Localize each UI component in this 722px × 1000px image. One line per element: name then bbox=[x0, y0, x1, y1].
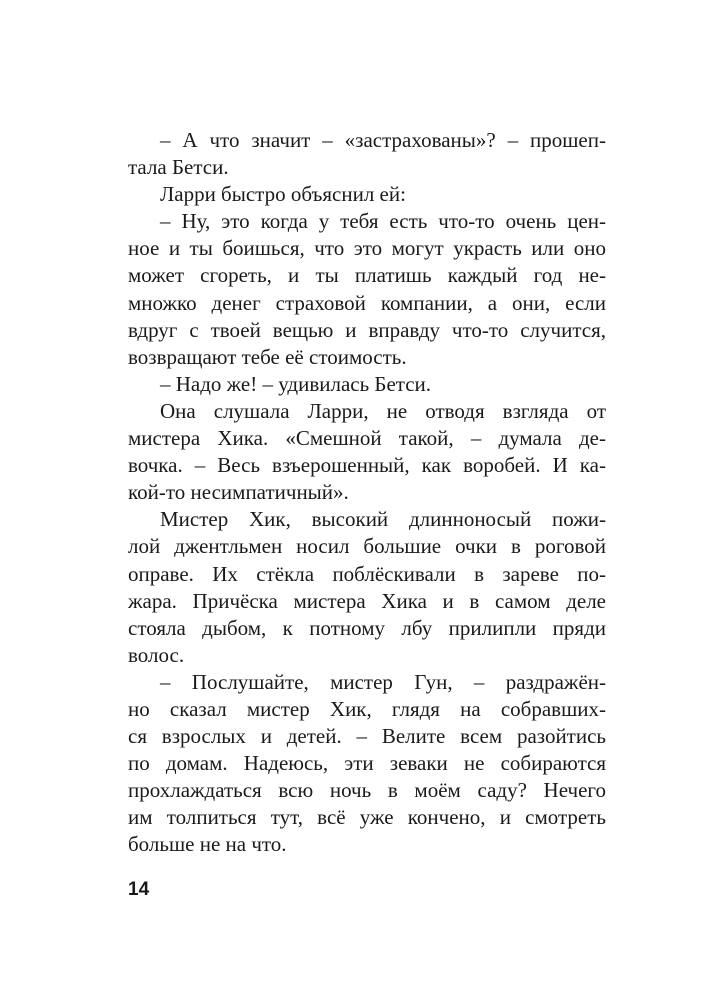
page-body-text bbox=[128, 127, 606, 859]
text-line: им толпиться тут, всё уже кончено, и смотреть bbox=[128, 805, 606, 830]
text-line: возвращают тебе её стоимость. bbox=[128, 344, 407, 369]
text-line: но сказал мистер Хик, глядя на собравших- bbox=[128, 696, 606, 721]
text-line: вдруг с твоей вещью и вправду что-то случится, bbox=[128, 317, 606, 342]
text-line: ное и ты боишься, что это могут украсть или оно bbox=[128, 236, 606, 261]
text-line: Мистер Хик, высокий длинноносый пожи- bbox=[160, 507, 606, 532]
text-line: прохлаждаться всю ночь в моём саду? Нечего bbox=[128, 778, 606, 803]
text-line: множко денег страховой компании, а они, если bbox=[128, 290, 606, 315]
text-line: мистера Хика. «Смешной такой, – думала де- bbox=[128, 426, 606, 451]
text-line: жара. Причёска мистера Хика и в самом деле bbox=[128, 588, 606, 613]
text-line: Ларри быстро объяснил ей: bbox=[160, 182, 406, 207]
text-line: Она слушала Ларри, не отводя взгляда от bbox=[160, 398, 606, 423]
text-line: лой джентльмен носил большие очки в роговой bbox=[128, 534, 606, 559]
text-line: – А что значит – «застрахованы»? – прошеп- bbox=[160, 128, 606, 152]
text-line: кой-то несимпатичный». bbox=[128, 480, 349, 505]
text-line: по домам. Надеюсь, эти зеваки не собираются bbox=[128, 751, 606, 776]
text-line: – Надо же! – удивилась Бетси. bbox=[160, 371, 432, 396]
text-line: тала Бетси. bbox=[128, 155, 229, 180]
text-line: оправе. Их стёкла поблёскивали в зареве по- bbox=[128, 561, 606, 586]
text-line: стояла дыбом, к потному лбу прилипли пряди bbox=[128, 615, 606, 640]
text-line: вочка. – Весь взъерошенный, как воробей. И ка- bbox=[128, 453, 606, 478]
text-line: ся взрослых и детей. – Велите всем разойтись bbox=[128, 724, 606, 749]
text-line: может сгореть, и ты платишь каждый год не- bbox=[128, 263, 606, 288]
page-number: 14 bbox=[128, 879, 150, 900]
text-line: – Ну, это когда у тебя есть что-то очень цен- bbox=[160, 209, 606, 234]
text-line: больше не на что. bbox=[128, 832, 287, 857]
text-line: – Послушайте, мистер Гун, – раздражён- bbox=[160, 669, 606, 694]
text-line: волос. bbox=[128, 642, 185, 667]
